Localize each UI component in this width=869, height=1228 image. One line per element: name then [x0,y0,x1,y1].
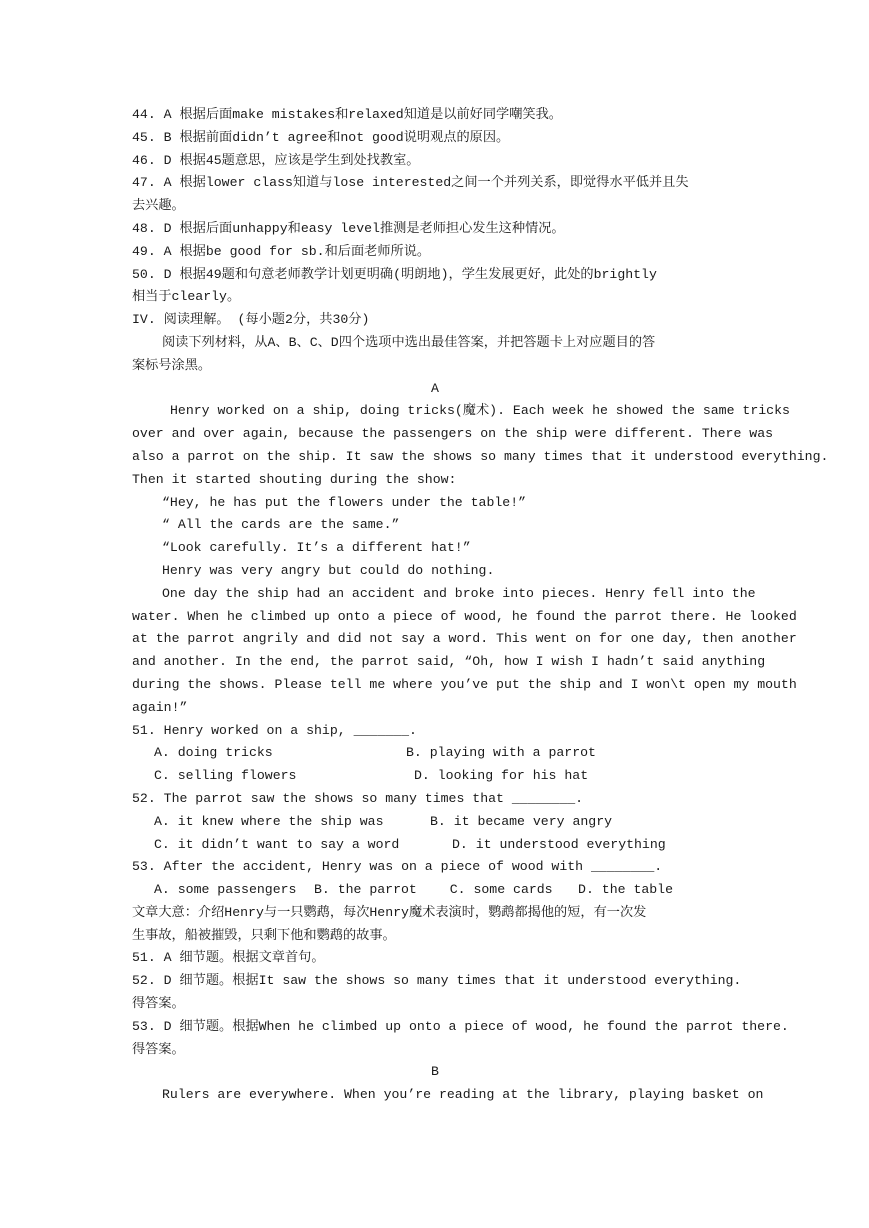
answer-line: 相当于clearly。 [132,289,241,305]
option-a: A. some passengers [154,882,297,898]
passage-b-label: B [431,1064,439,1080]
passage-line: over and over again, because the passengers on the ship were different. There was [132,426,774,442]
summary [132,902,738,948]
option-c: C. selling flowers [154,768,297,784]
passage-b-line: Rulers are everywhere. When you’re reading at the library, playing basket on [162,1087,764,1103]
explanations [132,947,789,1061]
answer-line: 50. D 根据49题和句意老师教学计划更明确(明朗地)，学生发展更好，此处的brightly [132,266,657,282]
passage-line: during the shows. Please tell me where you’ve put the ship and I won\t open my mouth [132,676,797,692]
question-stem: 51. Henry worked on a ship, _______. [132,722,417,738]
passage-line: at the parrot angrily and did not say a word. This went on for one day, then another [132,631,797,647]
answer-explanations-top [132,104,738,309]
option-b: B. playing with a parrot [406,745,596,761]
instruction-line: 案标号涂黑。 [132,357,212,373]
explanation-line: 得答案。 [132,996,185,1012]
answer-line: 46. D 根据45题意思，应该是学生到处找教室。 [132,152,420,168]
passage-line: also a parrot on the ship. It saw the shows so many times that it understood everything. [132,448,829,464]
passage-a-label: A [431,380,439,396]
explanation-line: 得答案。 [132,1041,185,1057]
document-page [132,104,829,1107]
option-d: D. the table [578,882,674,898]
question-stem: 53. After the accident, Henry was on a piece of wood with ________. [132,859,663,875]
option-row [132,879,738,902]
option-a: A. it knew where the ship was [154,813,384,829]
passage-line: Henry worked on a ship, doing tricks(魔术). Each week he showed the same tricks [170,403,790,419]
option-c: C. it didn’t want to say a word [154,836,400,852]
passage-line: One day the ship had an accident and broke into pieces. Henry fell into the [162,585,756,601]
quote-line: Henry was very angry but could do nothing. [162,562,495,578]
option-row [132,765,738,788]
option-row [132,811,738,834]
quote-line: “Look carefully. It’s a different hat!” [162,540,471,556]
question-52 [132,788,738,856]
summary-line: 生事故，船被摧毁，只剩下他和鹦鹉的故事。 [132,927,396,943]
explanation-line: 52. D 细节题。根据It saw the shows so many times that it understood everything. [132,973,742,989]
answer-line: 49. A 根据be good for sb.和后面老师所说。 [132,243,431,259]
answer-line: 去兴趣。 [132,198,185,214]
answer-line: 45. B 根据前面didn’t agree和not good说明观点的原因。 [132,129,510,145]
answer-line: 44. A 根据后面make mistakes和relaxed知道是以前好同学嘲笑我。 [132,107,562,122]
passage-line: Then it started shouting during the show: [132,471,457,487]
passage-a [132,400,829,719]
answer-line: 48. D 根据后面unhappy和easy level推测是老师担心发生这种情况。 [132,220,565,236]
explanation-line: 53. D 细节题。根据When he climbed up onto a piece of wood, he found the parrot there. [132,1018,789,1034]
question-stem: 52. The parrot saw the shows so many times that ________. [132,790,584,806]
summary-line: 文章大意：介绍Henry与一只鹦鹉，每次Henry魔术表演时，鹦鹉都揭他的短，有一次发 [132,904,647,920]
section-title: IV. 阅读理解。 (每小题2分，共30分) [132,312,370,328]
quote-line: “ All the cards are the same.” [162,517,400,533]
option-b: B. the parrot [313,882,417,898]
instruction-line: 阅读下列材料，从A、B、C、D四个选项中选出最佳答案，并把答题卡上对应题目的答 [162,334,656,350]
passage-line: again!” [132,699,188,715]
passage-line: and another. In the end, the parrot said, “Oh, how I wish I hadn’t said anything [132,654,766,670]
option-d: D. looking for his hat [414,768,589,784]
option-row [132,742,738,765]
answer-line: 47. A 根据lower class知道与lose interested之间一个并列关系，即觉得水平低并且失 [132,175,689,191]
question-51 [132,720,738,788]
option-b: B. it became very angry [430,813,613,829]
passage-line: water. When he climbed up onto a piece of wood, he found the parrot there. He looked [132,608,797,624]
option-row [132,834,738,857]
option-d: D. it understood everything [452,836,666,852]
question-53 [132,856,738,902]
quote-line: “Hey, he has put the flowers under the table!” [162,494,527,510]
explanation-line: 51. A 细节题。根据文章首句。 [132,950,325,966]
option-c: C. some cards [449,882,553,898]
option-a: A. doing tricks [154,745,273,761]
